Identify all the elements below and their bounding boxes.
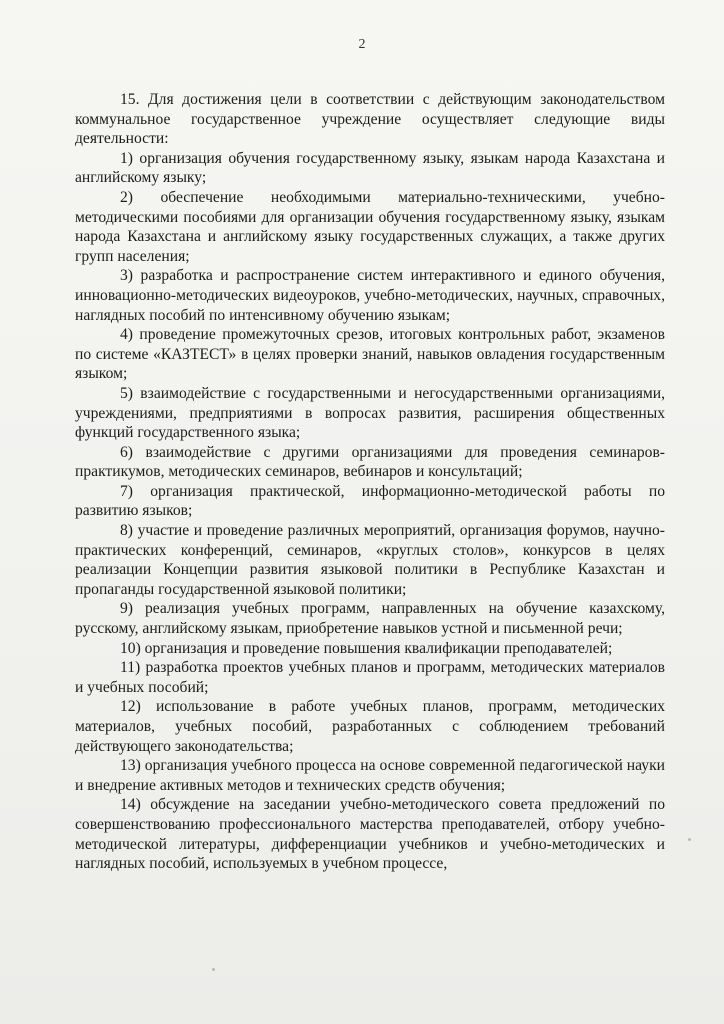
page-number: 2	[358, 37, 366, 52]
scan-speck	[688, 838, 691, 841]
list-item-5: 5) взаимодействие с государственными и негосударственными организациями, учреждениями, предприятиями в вопросах развития, расширения общественных функций государственного языка;	[75, 384, 665, 442]
document-body	[75, 90, 665, 874]
list-item-11: 11) разработка проектов учебных планов и программ, методических материалов и учебных пособий;	[75, 659, 665, 696]
list-item-13: 13) организация учебного процесса на основе современной педагогической науки и внедрение активных методов и технических средств обучения;	[75, 757, 665, 794]
list-item-2: 2) обеспечение необходимыми материально-техническими, учебно-методическими пособиями для организации обучения государственному языку, языкам народа Казахстана и английскому языку государственных служащих, а также других групп населения;	[75, 188, 665, 265]
list-item-3: 3) разработка и распространение систем интерактивного и единого обучения, инновационно-методических видеоуроков, учебно-методических, научных, справочных, наглядных пособий по интенсивному обучению языкам;	[75, 267, 665, 324]
list-item-8: 8) участие и проведение различных мероприятий, организация форумов, научно-практических конференций, семинаров, «круглых столов», конкурсов в целях реализации Концепции развития языковой политики в Республике Казахстан и пропаганды государственной языковой политики;	[75, 522, 665, 598]
list-item-1: 1) организация обучения государственному языку, языкам народа Казахстана и английскому языку;	[75, 149, 665, 187]
list-item-14: 14) обсуждение на заседании учебно-методического совета предложений по совершенствованию профессионального мастерства преподавателей, отбору учебно-методической литературы, дифференциации учебников и учебно-методических и наглядных пособий, используемых в учебном процессе,	[75, 796, 665, 873]
list-item-4: 4) проведение промежуточных срезов, итоговых контрольных работ, экзаменов по системе «КАЗТЕСТ» в целях проверки знаний, навыков овладения государственным языком;	[75, 326, 665, 383]
list-item-6: 6) взаимодействие с другими организациями для проведения семинаров-практикумов, методических семинаров, вебинаров и консультаций;	[75, 443, 665, 481]
list-item-10: 10) организация и проведение повышения квалификации преподавателей;	[120, 639, 613, 657]
list-item-12: 12) использование в работе учебных планов, программ, методических материалов, учебных пособий, разработанных с соблюдением требований действующего законодательства;	[75, 698, 665, 755]
list-item-9: 9) реализация учебных программ, направленных на обучение казахскому, русскому, английскому языкам, приобретение навыков устной и письменной речи;	[75, 600, 665, 638]
scan-speck	[212, 968, 215, 971]
list-item-7: 7) организация практической, информационно-методической работы по развитию языков;	[75, 482, 665, 520]
paragraph-15-intro: 15. Для достижения цели в соответствии с действующим законодательством коммунальное государственное учреждение осуществляет следующие виды деятельности:	[75, 91, 665, 148]
